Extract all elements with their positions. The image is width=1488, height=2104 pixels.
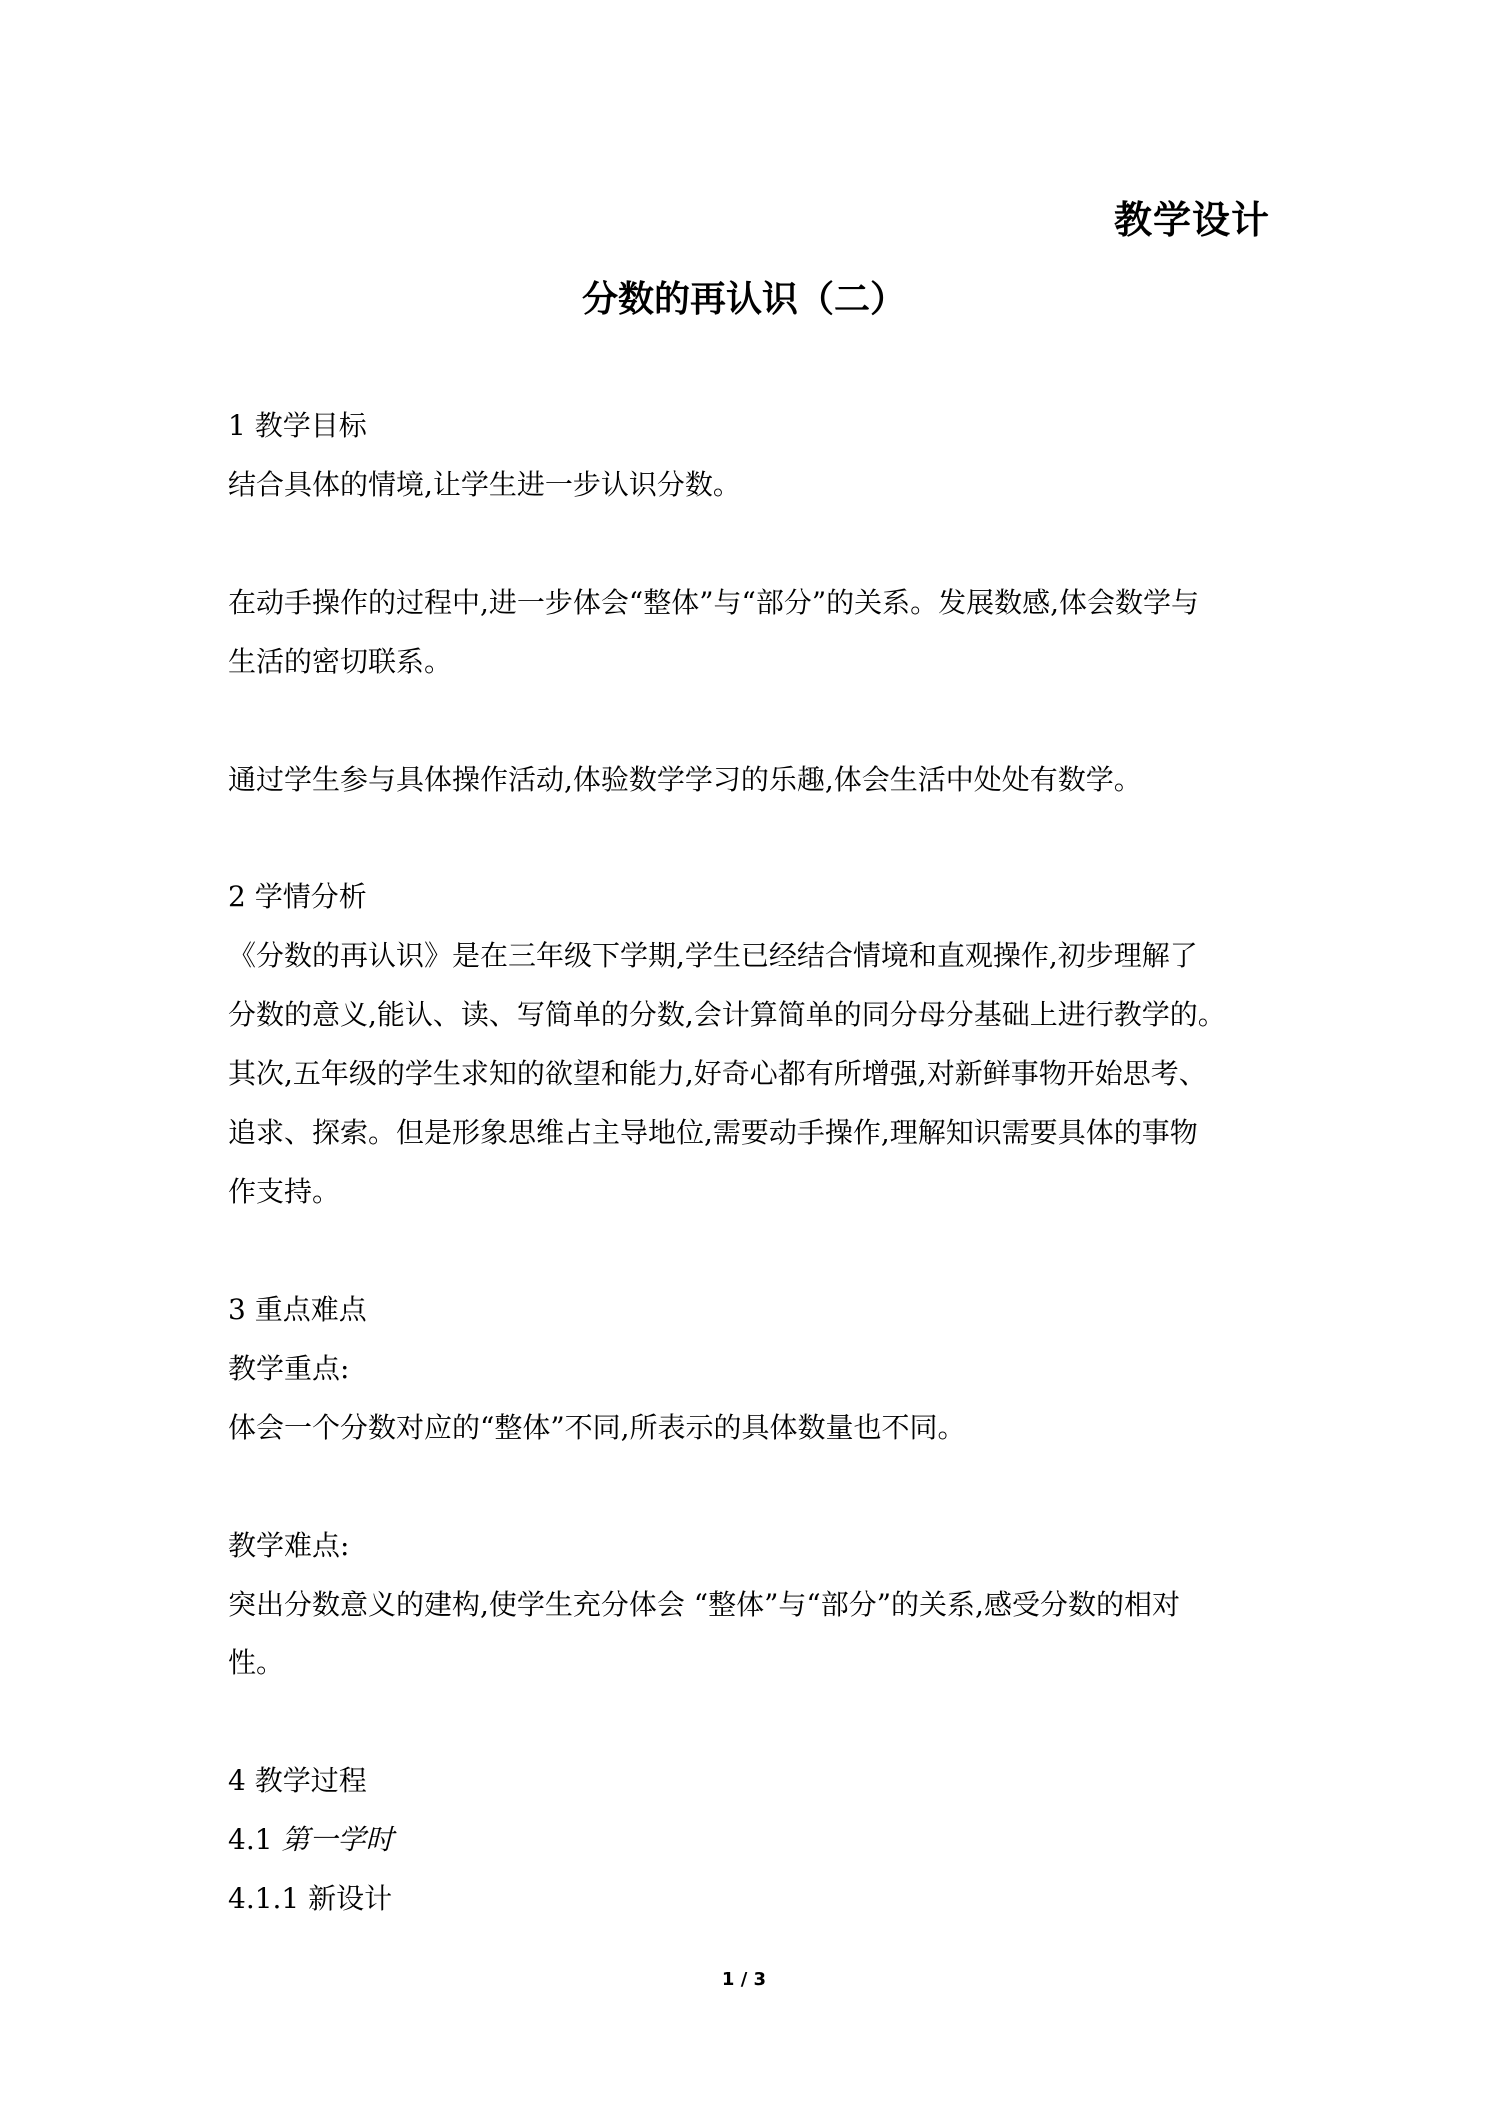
subsection-4-1-number: 4.1 <box>228 1823 273 1856</box>
page-indicator: 1 / 3 <box>721 1969 767 1990</box>
section-heading-key-points: 3 重点难点 <box>228 1293 367 1326</box>
analysis-line-1: 《分数的再认识》是在三年级下学期,学生已经结合情境和直观操作,初步理解了 <box>228 939 1198 972</box>
document-type-label: 教学设计 <box>1113 197 1270 242</box>
analysis-line-4: 追求、探索。但是形象思维占主导地位,需要动手操作,理解知识需要具体的事物 <box>228 1116 1198 1149</box>
analysis-line-2: 分数的意义,能认、读、写简单的分数,会计算简单的同分母分基础上进行教学的。 <box>228 998 1226 1031</box>
difficulty-text-line-1: 突出分数意义的建构,使学生充分体会 “整体”与“部分”的关系,感受分数的相对 <box>228 1588 1180 1621</box>
goal-paragraph-2-line-2: 生活的密切联系。 <box>228 645 453 678</box>
difficulty-text-line-2: 性。 <box>228 1646 285 1679</box>
analysis-line-3: 其次,五年级的学生求知的欲望和能力,好奇心都有所增强,对新鲜事物开始思考、 <box>228 1057 1207 1090</box>
subsection-4-1 <box>228 1820 393 1860</box>
document-title: 分数的再认识（二） <box>581 278 906 320</box>
section-heading-goals: 1 教学目标 <box>228 409 367 442</box>
goal-paragraph-2-line-1: 在动手操作的过程中,进一步体会“整体”与“部分”的关系。发展数感,体会数学与 <box>228 586 1200 619</box>
difficulty-label: 教学难点: <box>228 1529 350 1562</box>
focus-label: 教学重点: <box>228 1352 350 1385</box>
goal-paragraph-1: 结合具体的情境,让学生进一步认识分数。 <box>228 468 741 501</box>
goal-paragraph-3: 通过学生参与具体操作活动,体验数学学习的乐趣,体会生活中处处有数学。 <box>228 763 1142 796</box>
section-heading-process: 4 教学过程 <box>228 1764 367 1797</box>
subsection-4-1-title: 第一学时 <box>281 1823 394 1856</box>
subsection-4-1-1: 4.1.1 新设计 <box>228 1882 393 1915</box>
focus-text: 体会一个分数对应的“整体”不同,所表示的具体数量也不同。 <box>228 1411 966 1444</box>
analysis-line-5: 作支持。 <box>228 1175 341 1208</box>
section-heading-analysis: 2 学情分析 <box>228 880 367 913</box>
